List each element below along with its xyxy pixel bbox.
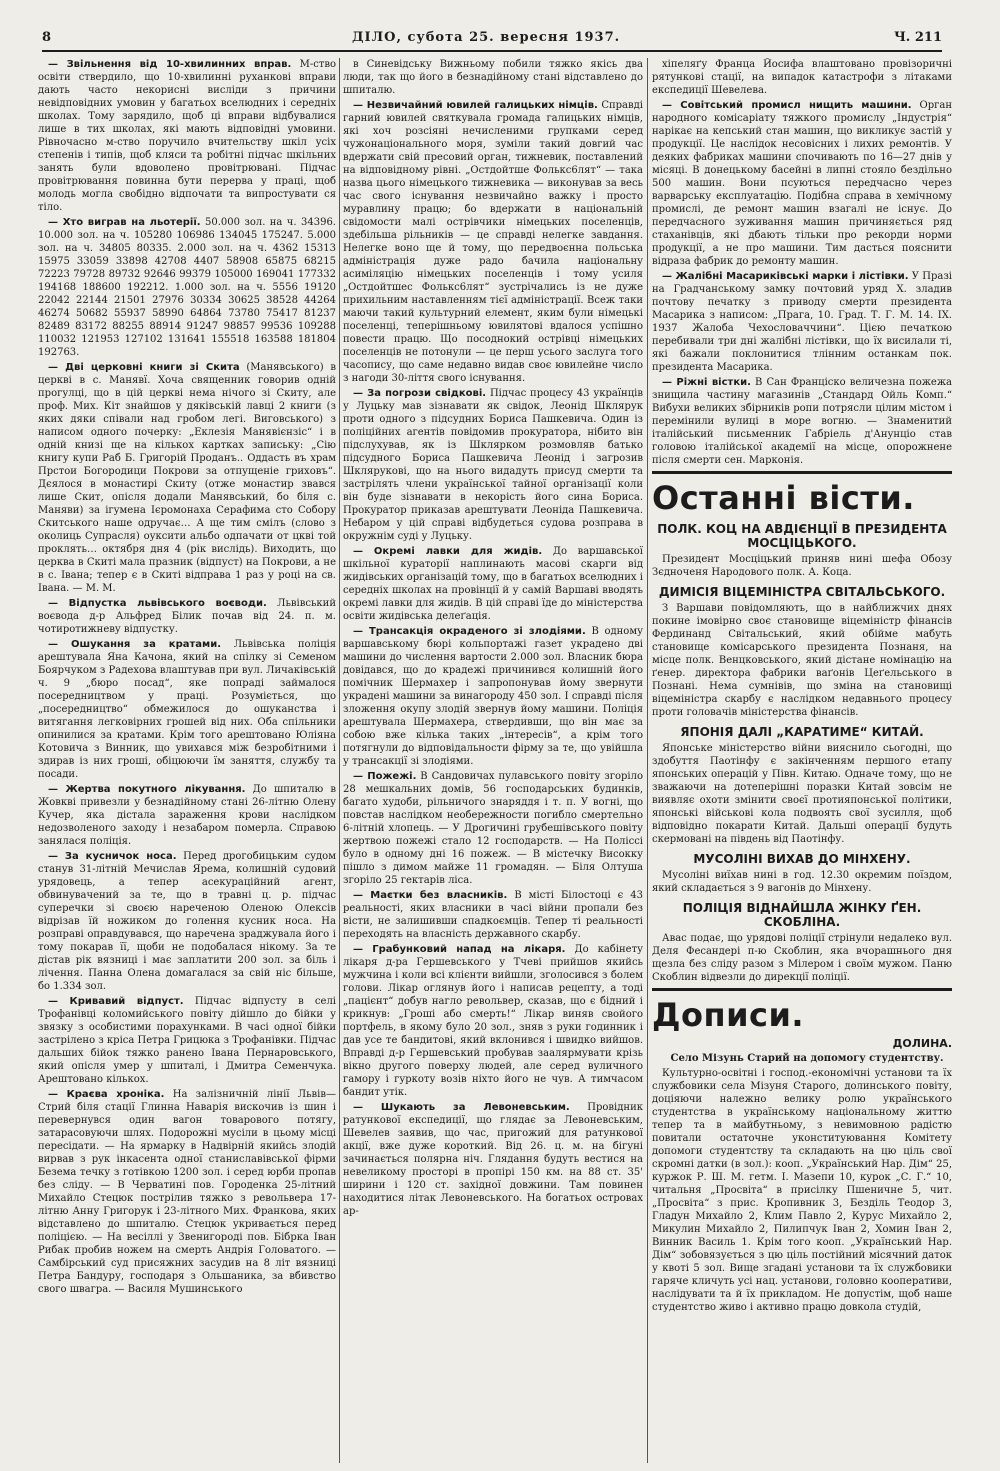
issue-number: Ч. 211 <box>893 30 942 45</box>
section-rule <box>652 988 952 991</box>
news-item-text: До кабінету лікаря д-ра Гершевського у Тчеві прийшов якийсь мужчина і коли всі клієнти вийшли, зголосився з болем голови. Лікар оглянув його і написав рецепту, а тоді „пацієнт“ добув нагло револьвер, сказав, що є бідний і крикнув: „Гроші або смерть!“ Лікар виняв свойого портфель, в якому було 20 зол., зняв з руки годинник і дав усе те бандитові, який вклонився і швидко вийшов. Вправді д-р Гершевський пробував заалярмувати крізь вікно другого поверху людей, але серед вуличного гамору і гуркоту возів ніхто його не чув. А тимчасом бандит утік. <box>343 944 643 1098</box>
news-item <box>38 850 336 993</box>
news-item <box>343 387 643 543</box>
news-item <box>652 270 952 374</box>
news-item-text: До варшавської шкільної кураторії наплинають масові скарги від жидівських організацій тому, що в багатьох вселюдних і середніх школах на провінції й у самій Варшаві вводять окремі лавки для жидів. В цій справі їде до міністерства освіти жидівська делеґація. <box>343 546 643 622</box>
news-item-text: В Сан Франціско величезна пожежа знищила частину магазинів „Стандард Ойль Комп.“ Вибухи великих збірників ропи потрясли цілим містом і перемінили вулиці в море вогню. — Знаменитий італійський письменник Габріель д'Анунціо став головою італійської академії на місце, опорожнене після смерти сен. Марконія. <box>652 377 952 466</box>
masthead-date: ДІЛО, субота 25. вересня 1937. <box>352 30 621 45</box>
news-item-headline: — Хто виграв на льотерії. <box>48 217 201 228</box>
news-item-headline: — Кривавий відпуст. <box>48 996 184 1007</box>
column-divider <box>647 58 648 1463</box>
news-item-text: хіпеляґу Франца Йосифа влаштовано провізоричні рятункові стації, на випадок катастрофи з літаками експедиції Шевелева. <box>652 59 952 96</box>
news-item <box>38 1088 336 1296</box>
news-item <box>343 625 643 768</box>
news-item-text: (Манявського) в церкві в с. Манявї. Хоча священник говорив одній прогулці, що в цій церкві нема нічого зі Скиту, але проф. Мих. Кіт знайшов у дяківській лавці 2 книги (з яких дяки співали над гробом легі. Виговського) з написом одного почерку: „Еклезія Манявієнзіс“ і в одній книзі ще на кількох картках запиську: „Сію книгу купи Раб Б. Григорій Проданъ.. Оддасть въ храм Прстои Богородици Покрови за отпущеніе гриховъ“. Дєялося в монастирі Скиту (отже монастир звався лише Скит, опісля додали Манявський, бо біля с. Маняви) за ігумена Ієромонаха Серафима сто Собору Скитського наше одручає… А ще тим смілъ (слово з околиць Супрасля) оуксити альбо одпачати от цкві той проклять… октября дня 4 (рік вислідь). Виходить, що церква в Скиті мала празник (відпуст) на Покрови, а не в с. Івана; тепер є в Скиті відправа 1 раз у році на св. Івана. — М. М. <box>38 362 336 594</box>
latest-headline: МУСОЛІНІ ВИХАВ ДО МІНХЕНУ. <box>693 852 911 866</box>
news-item <box>343 770 643 887</box>
news-item-headline: — Шукають за Левоневським. <box>353 1102 570 1113</box>
news-item <box>652 99 952 268</box>
dopysy-subtitle: Село Мізунь Старий на допомогу студентству. <box>670 1053 944 1064</box>
section-rule <box>652 471 952 474</box>
news-item <box>38 597 336 636</box>
news-item-text: В місті Білостоці є 43 реальності, яких власники в часі війни пропали без вісти, не залишивши спадкоємців. Тепер ті реальності переходять на власність державного скарбу. <box>343 890 643 940</box>
column-3-news <box>652 58 952 467</box>
news-item-text: У Празі на Градчанському замку почтовий уряд Х. зладив почтову печатку з приводу смерти президента Масарика з написом: „Прага, 10. Град. Т. Г. М. 14. IX. 1937 Жалоба Чехословаччини“. Цією печаткою перебивали три дні жалібні лістівки, що їх висилали ті, які бажали поклонитися тлінним останкам пок. президента Масарика. <box>652 271 952 373</box>
latest-headline: ПОЛК. КОЦ НА АВДІЄНЦІЇ В ПРЕЗИДЕНТА МОСЦІЦЬКОГО. <box>657 522 947 550</box>
news-item-headline: — За кусничок носа. <box>48 851 177 862</box>
news-item-text: Орган народного комісаріату тяжкого промислу „Індустрія“ нарікає на кепський стан машин, що викликує застій у продукції. Це наслідок несовісних і лихих ремонтів. У деяких фабриках машини спочивають по 16—27 днів у місяці. В донецькому басейні в липні стояло бездільно 500 машин. Вони псуються передчасно через варварську експлуатацію. Подібна справа в хемічному промислі, де ремонт машин взагалі не існує. До передчасного зуживання машин причиняється ряд стаханівців, які дбають тільки про рекорди норми продукції, а не про машини. Тим дасться пояснити відраза фабрик до ремонту машин. <box>652 100 952 267</box>
latest-news-title: Останні вісти. <box>652 479 915 517</box>
news-item <box>343 889 643 941</box>
news-item <box>38 638 336 781</box>
news-item-text: М-ство освіти ствердило, що 10-хвилинні руханкові вправи дають часто некорисні висліди з причини невідповідних умовин у багатьох вселюдних і середніх школах. Тому зарядило, щоб ці вправи відбувалися лише в тих школах, які мають відповідні умовини. Рівночасно м-ство поручило вчительству шкіл усіх степенів і типів, щоб кляси та робітні підчас шкільних занять були вдоволено провітрювані. Підчас провітрювання повинна бути перерва у праці, щоб молодь могла свобідно відпочати та випростувати ся тіло. <box>38 59 336 213</box>
page-number: 8 <box>42 30 52 45</box>
latest-text: Японське міністерство війни вияснило сьогодні, що здобуття Паотінфу є закінченням першого етапу японських операцій у Півн. Китаю. Одначе тому, що не зважаючи на дотеперішні поразки Китай зовсім не виявляє охоти змінити своєї протияпонської політики, японські військові кола подвоять свої зусилля, щоб відповідно покарати Китай. Дальші операції будуть скермовані на південь від Паотінфу. <box>652 743 952 845</box>
news-item-headline: — Трансакція окраденого зі злодіями. <box>353 626 586 637</box>
page-header <box>42 24 942 52</box>
column-1 <box>38 58 336 1468</box>
news-item <box>38 783 336 848</box>
news-item-text: До шпиталю в Жовкві привезли у безнадійному стані 26-літню Олену Кучер, яка дістала зараження крови наслідком недозволеного заходу і незабаром померла. Справою занялася поліція. <box>38 784 336 847</box>
news-item-text: В одному варшавському бюрі кольпортажі газет украдено дві машини до числення вартости 2.000 зол. Власник бюра довідався, що до крадежі причинився колишній його помічник Шермахер і запропонував йому звернути украдені машини за винагороду 450 зол. І справді після зложення окупу злодій звернув йому машини. Поліція арештувала Шермахера, ствердивши, що він має за собою вже кілька таких „інтересів“, а крім того потягнули до відповідальности фірму за те, що увійшла у трансакції зі злодіями. <box>343 626 643 767</box>
news-item-text: Підчас процесу 43 українців у Луцьку мав зізнавати як свідок, Леонід Шклярук проти одного з підсудних Бориса Пашкевича. Один із поліційних агентів повідомив прокуратора, нібито він підслухував, як із Шклярком розмовляв батько підсудного Бориса Пашкевича Леонід і загрозив Шклярукові, що на нього видадуть присуд смерти та застрілять члени української тайної організації коли він буде зізнавати в некорість його сина Бориса. Прокуратор приказав арештувати Леоніда Пашкевича. Небаром у цій справі відбудеться судова розправа в окружнім суді у Луцьку. <box>343 388 643 542</box>
news-item-headline: — Ріжні вістки. <box>662 377 751 388</box>
news-item <box>38 361 336 595</box>
news-item-headline: — Ошукання за кратами. <box>48 639 222 650</box>
news-item-headline: — Дві церковні книги зі Скита <box>48 362 240 373</box>
news-item-text: Справді гарний ювилей святкувала громада галицьких німців, які хоч розсіяні нечисленими групками серед чужонаціонального моря, зуміли такий довгий час вдержати свій пресовий орган, тижневик, поставлений на відповідному рівні. „Остдойтше Фолькс6лят“ — така назва цього німецького тижневика — виконував за весь час свого існування незвичайно важку і просто муравлину працю; бо вдержати в національній свідомости малі острівчики німецьких поселенців, здебільша рільників — це справді нелегке завдання. Нелегке воно ще й тому, що передвоєнна польська адміністрація дуже радо бачила національну асиміляцію німецьких поселенців і тому усиля „Остдойтшес Фолькс6лят“ зустрічались із не дуже прихильним наставленням тієї адміністрації. Всеж таки маючи такий культурний елемент, яким були німецькі поселенці, теперішньому ювилятові вдалося успішно повести працю. Що посоднокий острівці німецьких поселенців не потонули — це перш усього заслуга того часопису, що саме недавно видав своє ювилейне число з нагоди 30-ліття свого існування. <box>343 100 643 384</box>
news-item-text: Підчас відпусту в селі Трофанівці коломийського повіту дійшло до бійки у звязку з особистими порахунками. В часі одної бійки застрілено з кріса Петра Грицюка з Трофанівки. Підчас дальших бійок тяжко ранено Івана Пернаровського, який опісля умер у шпиталі, і Дмитра Семенчука. Арештовано кількох. <box>38 996 336 1085</box>
news-item <box>343 99 643 385</box>
news-item-headline: — Совітський промисл нищить машини. <box>662 100 912 111</box>
news-item-text: Перед дрогобицьким судом станув 31-літній Мечислав Ярема, колишній судовий урядовець, а тепер асекураційний агент, обвинувачений за те, що в травні ц. р. підчас суперечки зі своєю нареченою Оленою Олексів відрізав їй ножиком до голення кусник носа. На розправі оправдувався, що наречена зраджувала його і тому покарав її, щоби не подобалася нікому. За те дістав рік вязниці і має заплатити 200 зол. за біль і лічення. Панна Олена домагалася за свій ніс більше, бо 1.334 зол. <box>38 851 336 992</box>
news-item-text: Провідник ратункової експедиції, що глядає за Левоневським, Шевелев заявив, що час, пригожий для ратункової акції, вже дуже короткий. Від 26. ц. м. на бігуні зачинається полярна ніч. Глядання будуть вестися на невеликому просторі в пропірі 150 км. на 88 ст. 35' ширини і 120 ст. західної довжини. Там повинен находитися літак Левоневського. На богатьох островах ар- <box>343 1102 643 1217</box>
news-item-text: Львівський воєвода д-р Альфред Білик почав від 24. п. м. чотиротижневу відпустку. <box>38 598 336 635</box>
news-item-text: Львівська поліція арештувала Яна Качона, який на спілку зі Семеном Боярчуком з Радехова влаштував при вул. Личаківській ч. 9 „бюро посад“, яке попраді займалося посередництвом у праці. Розуміється, що „посередництво“ обмежилося до ошуканства і витягання легковірних грошей від них. Оба спільники опинилися за кратами. Крім того арештовано Юліяна Котовича з Винник, що увихався між безробітними і здирав із них гроші, обіцюючи їм заняття, службу та посади. <box>38 639 336 780</box>
dopysy-title: Дописи. <box>652 996 805 1034</box>
news-item-text: На залізничній лінії Львів—Стрий біля стації Глинна Наварія вискочив із шин і перевернувся один вагон товарового потягу, затарасовуючи шлях. Подорожні мусіли в цьому місці пересідати. — На ярмарку в Надвірній якийсь злодій вирвав з рук інкасента одної станиславівської фірми Безема течку з готівкою 1200 зол. і серед юрби пропав без сліду. — В Черватині пов. Городенка 25-літний Михайло Стецюк пострілив тяжко з револьвера 17-літню Анну Григорук і 23-літного Мих. Франкова, яких відставлено до шпиталю. Стецюк укривається перед поліцією. — На весіллі у Звенигороді пов. Бібрка Іван Рибак пробив ножем на смерть Андрія Головатого. — Самбірський суд присяжних засудив на 8 літ вязниці Петра Бандуру, господаря з Ольшаника, за вбивство свого швагра. — Василя Мушинського <box>38 1089 336 1295</box>
column-divider <box>339 58 340 1463</box>
news-item <box>652 376 952 467</box>
news-item-headline: — Грабунковий напад на лікаря. <box>353 944 566 955</box>
latest-text: Президент Мосціцький приняв нині шефа Обозу Зєдноченя Народового полк. А. Коца. <box>652 554 952 578</box>
news-item <box>343 545 643 623</box>
news-item-headline: — Окремі лавки для жидів. <box>353 546 543 557</box>
news-item-headline: — Краєва хроніка. <box>48 1089 165 1100</box>
news-item-text: 50.000 зол. на ч. 34396. 10.000 зол. на ч. 105280 106986 134045 175247. 5.000 зол. на ч. 34805 80335. 2.000 зол. на ч. 4362 15313 15975 33059 33898 42708 4407 58908 65875 68215 72223 79728 89732 92646 99379 105000 169041 177332 194168 188600 192212. 1.000 зол. на ч. 5556 19120 22042 22144 21501 27976 30334 30625 38528 44264 46274 50682 55937 58990 64864 73780 75417 81237 82489 83172 88255 88914 91247 98857 99536 109288 110032 121953 127102 131641 155518 163588 181804 192763. <box>38 217 336 358</box>
news-item <box>652 58 952 97</box>
news-item-headline: — Звільнення від 10-хвилинних вправ. <box>48 59 292 70</box>
news-item-headline: — Жалібні Масариківські марки і лістівки. <box>662 271 909 282</box>
news-item <box>38 216 336 359</box>
column-2 <box>343 58 643 1468</box>
news-item-headline: — Пожежі. <box>353 771 417 782</box>
column-3 <box>652 58 952 1468</box>
latest-headline: ЯПОНІЯ ДАЛІ „КАРАТИМЕ“ КИТАЙ. <box>680 725 924 739</box>
news-item-headline: — Жертва покутного лікування. <box>48 784 246 795</box>
news-item <box>343 943 643 1099</box>
latest-text: Авас подає, що урядові поліції стрінули недалеко вул. Деля Фесандері п-ю Скоблин, яка вчорашнього дня щезла без сліду разом з Мілером і своїм мужом. Паню Скоблин відвезли до дирекції поліції. <box>652 933 952 983</box>
news-item-text: В Сандовичах пулавського повіту згоріло 28 мешкальних домів, 56 господарських будинків, багато худоби, рільничого знаряддя і т. п. У вогні, що повстав наслідком необережности погибло смертельно 6-літній хлопець. — У Дрогичині грубешівського повіту жертвою пожежі стало 12 господарств. — На Поліссі було в одному дні 16 пожеж. — В містечку Високку пішло з димом майже 11 громадян. — Біля Олтуша згоріло 25 гектарів ліса. <box>343 771 643 886</box>
latest-headline: ПОЛІЦІЯ ВІДНАЙШЛА ЖІНКУ ҐЕН. СКОБЛІНА. <box>682 901 922 929</box>
news-item <box>343 1101 643 1218</box>
latest-text: З Варшави повідомляють, що в найближчих днях покине імовірно своє становище віцеміністр фінансів Фердинанд Світальський, який обійме мабуть становище комісарського президента Познаня, на місце полк. Венцковського, який дістане номінацію на ґенер. директора фабрики ваґонів Цеґельського в Познані. Нема сумнівів, що зміна на становищі віцеміністра скарбу є наслідком недавнього процесу проти головачів міністерства фінансів. <box>652 603 952 718</box>
news-item <box>38 58 336 214</box>
news-item-headline: — За погрози свідкові. <box>353 388 487 399</box>
latest-news <box>652 522 952 984</box>
news-item-headline: — Маєтки без власників. <box>353 890 508 901</box>
latest-text: Мусоліні виїхав нині в год. 12.30 окремим поїздом, який складається з 9 вагонів до Мінхену. <box>652 870 952 894</box>
dopysy-body: Культурно-освітні і господ.-економічні установи та їх службовики села Мізуня Старого, долинського повіту, доціяючи належно велику ролю українського студентства в українському національному життю тепер та в майбутньому, з невимовною радістю повитали остаточне уконституювання Комітету допомоги студентству та складають на цю ціль свої скромні датки (в зол.): кооп. „Український Нар. Дім“ 25, куржок Р. Ш. М. гетм. І. Мазепи 10, курок „С. Г.“ 10, читальня „Просвіта“ в присілку Пшеничне 5, чит. „Просвіта“ з прис. Кропивник 3, Безділь Теодор 3, Гладун Михайло 2, Клим Павло 2, Курус Михайло 2, Микулин Михайло 2, Пилипчук Іван 2, Хомин Іван 2, Винник Василь 1. Крім того кооп. „Український Нар. Дім“ зобовязується з цю ціль постійний місячний даток у квоті 5 зол. Вище згадані установи та їх службовики гаряче кличуть усі нац. установи, головно кооперативи, наслідувати та й їх прикладом. Не допустім, щоб наше студентство живо і активно працю довкола студій, <box>652 1068 952 1313</box>
news-item-headline: — Відпустка львівського воєводи. <box>48 598 267 609</box>
news-item-text: в Синевідську Вижньому побили тяжко якісь два люди, так що його в безнадійному стані відставлено до шпиталю. <box>343 59 643 96</box>
news-item-headline: — Незвичайний ювилей галицьких німців. <box>353 100 598 111</box>
news-item <box>38 995 336 1086</box>
latest-headline: ДИМІСІЯ ВІЦЕМІНІСТРА СВІТАЛЬСЬКОГО. <box>658 585 946 599</box>
news-item <box>343 58 643 97</box>
dopysy-place: ДОЛИНА. <box>892 1037 952 1050</box>
